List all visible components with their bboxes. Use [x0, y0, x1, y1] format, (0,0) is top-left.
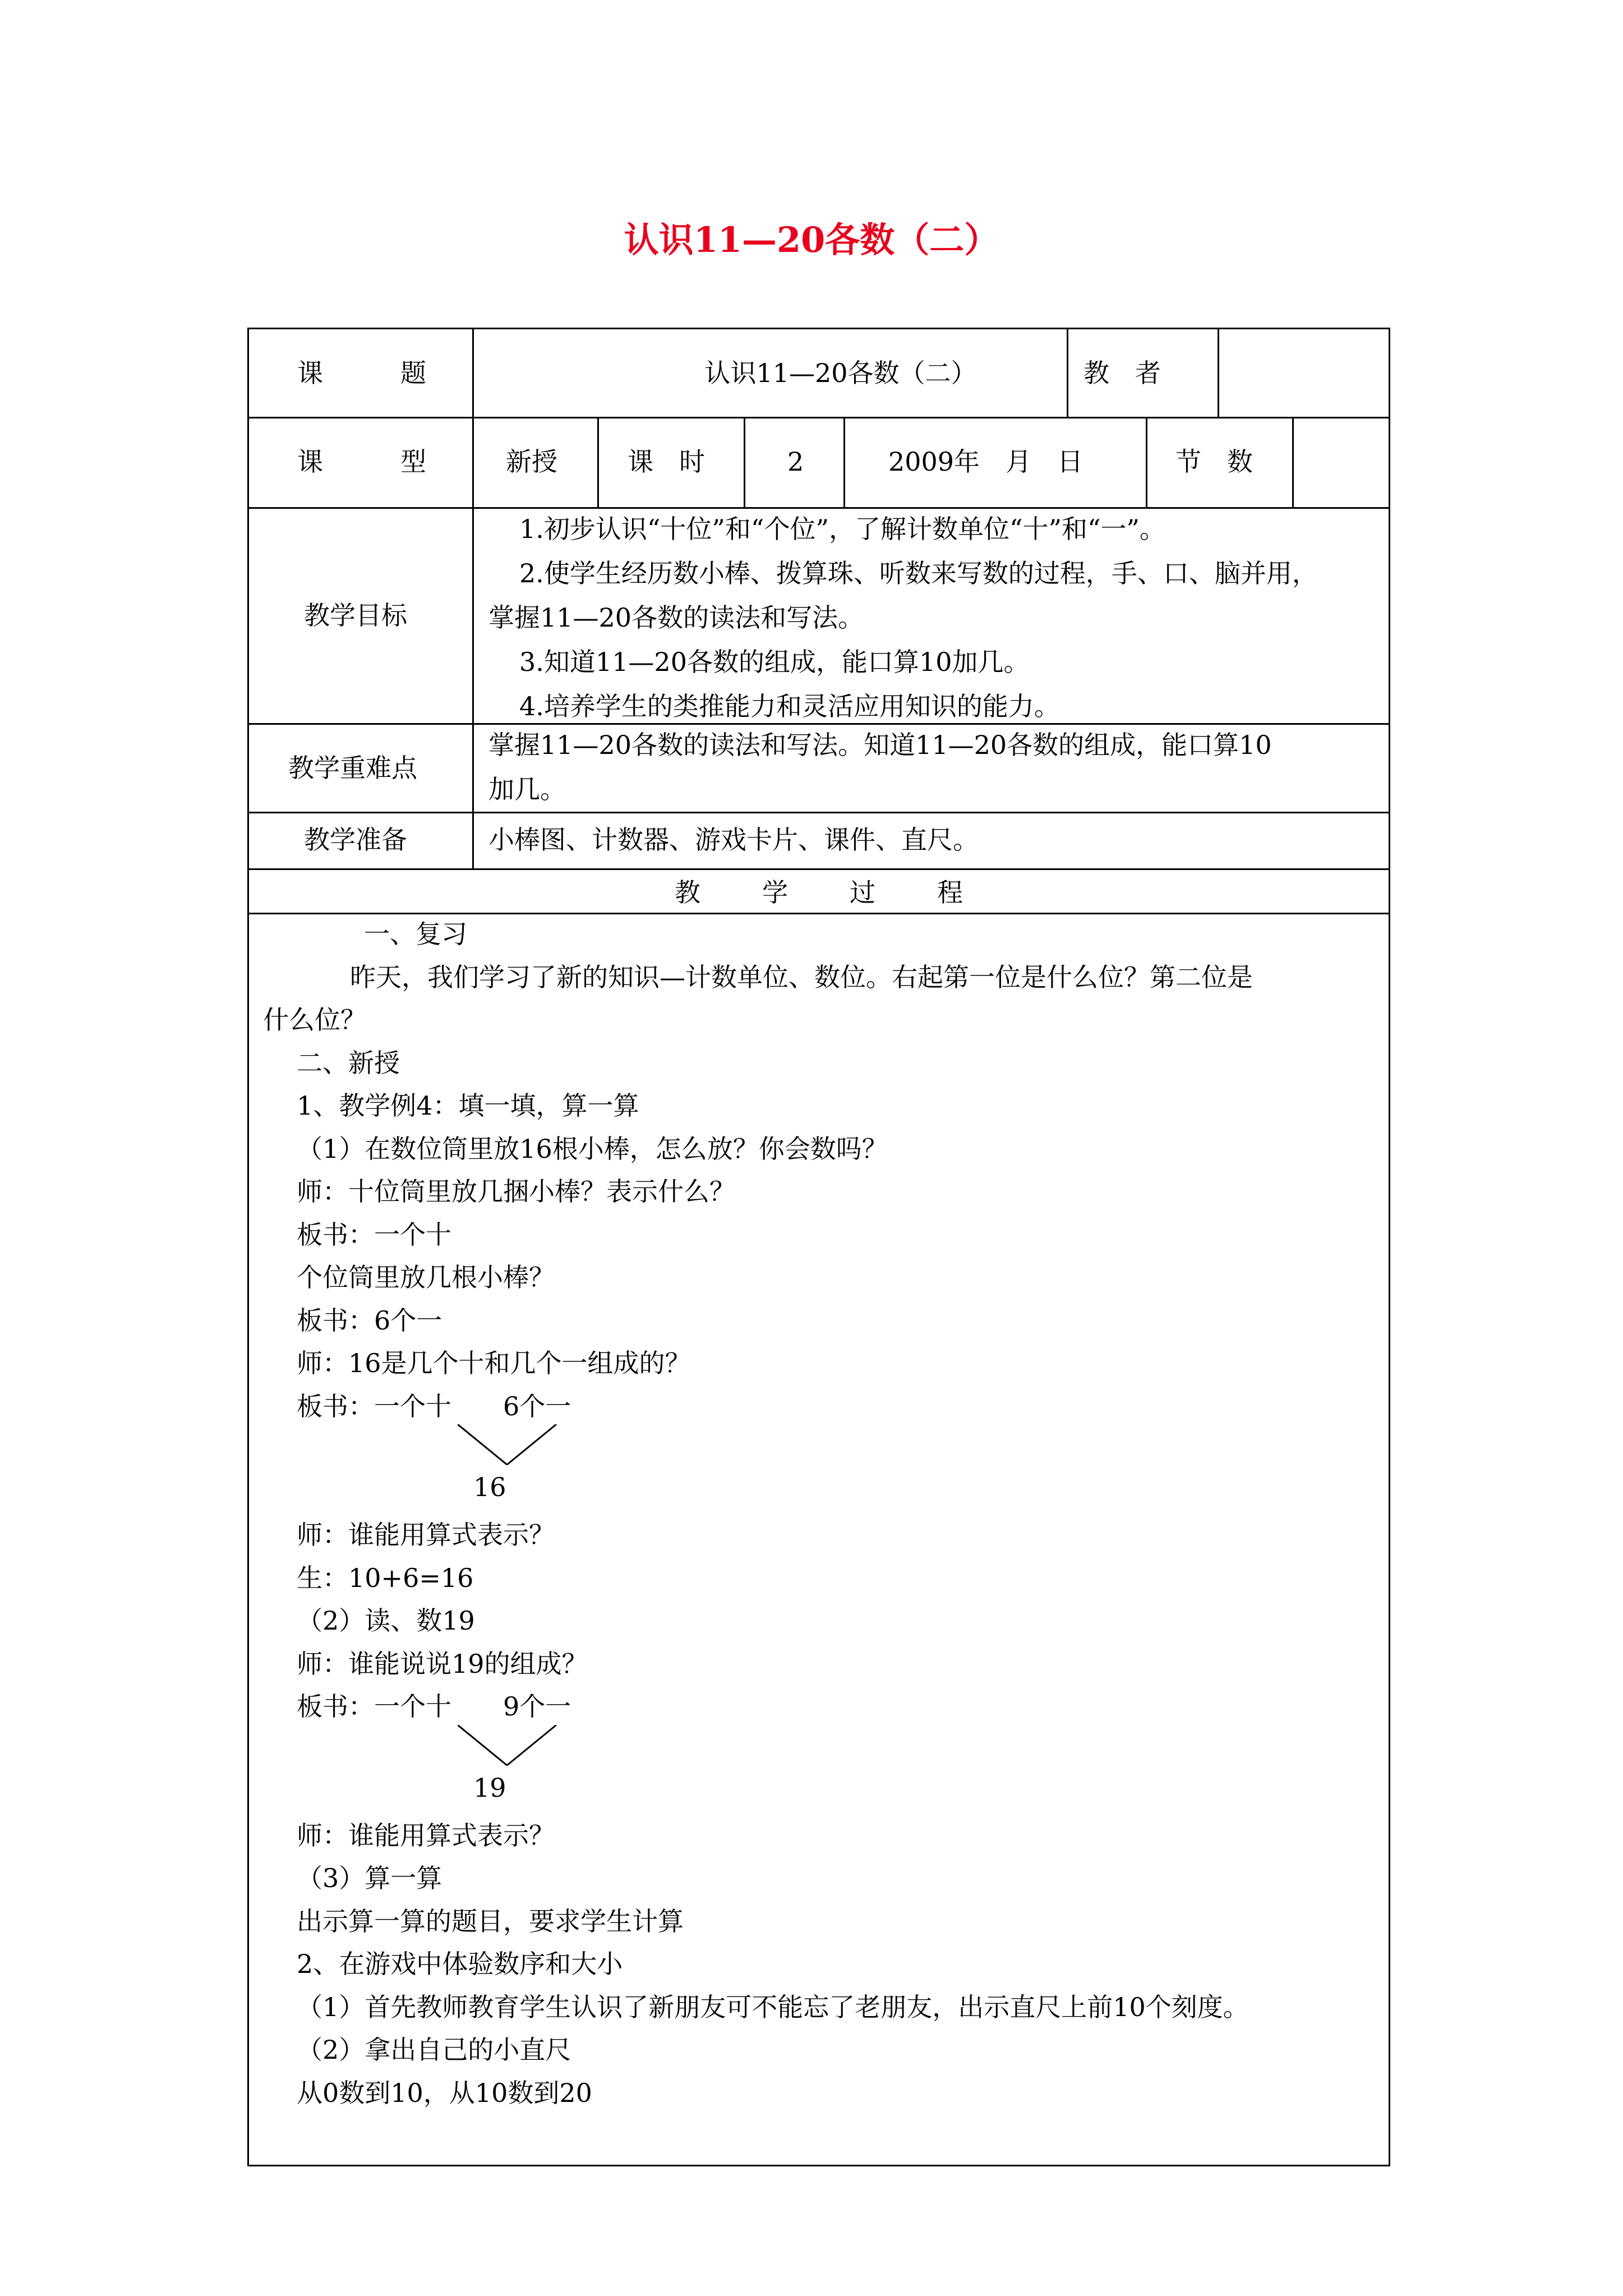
process-line: 出示算一算的题目，要求学生计算: [297, 1906, 684, 1936]
process-line: （2）拿出自己的小直尺: [297, 2035, 571, 2065]
process-line: 板书：一个十: [297, 1219, 451, 1250]
table-rule: [249, 417, 1389, 418]
process-line: 昨天，我们学习了新的知识—计数单位、数位。右起第一位是什么位？第二位是: [350, 961, 1253, 992]
composition-diagram-19: [263, 1728, 1382, 1814]
process-line: 个位筒里放几根小棒？: [297, 1262, 555, 1292]
section-label: 节 数: [1175, 447, 1253, 477]
table-rule: [1067, 329, 1068, 417]
preparation-label: 教学准备: [304, 825, 407, 855]
process-line: 师：谁能用算式表示？: [297, 1820, 555, 1851]
goals-label: 教学目标: [304, 600, 407, 631]
table-rule: [249, 812, 1389, 813]
composition-lines: [458, 1725, 559, 1770]
table-rule: [1292, 417, 1294, 507]
process-line: 什么位？: [263, 1005, 366, 1035]
step-heading: 1、教学例4：填一填，算一算: [297, 1091, 639, 1121]
process-line: 师：谁能说说19的组成？: [297, 1648, 588, 1679]
type-value: 新授: [506, 447, 557, 477]
topic-value: 认识11—20各数（二）: [704, 358, 977, 388]
new-heading: 二、新授: [297, 1047, 400, 1078]
composition-diagram-16: [263, 1428, 1382, 1513]
table-rule: [1146, 417, 1147, 507]
goal-line: 2.使学生经历数小棒、拨算珠、听数来写数的过程，手、口、脑并用，: [519, 558, 1318, 588]
table-rule: [744, 417, 745, 507]
document-title: 认识11—20各数（二）: [624, 219, 999, 260]
topic-label: 课 题: [297, 358, 426, 388]
keypoints-content: [488, 723, 1380, 812]
lesson-plan-table: [247, 328, 1390, 2166]
process-line: 师：十位筒里放几捆小棒？表示什么？: [297, 1176, 735, 1207]
teaching-process: [263, 913, 1382, 2114]
process-line: 板书：6个一: [297, 1305, 442, 1336]
goal-line: 1.初步认识“十位”和“个位”，了解计数单位“十”和“一”。: [519, 514, 1166, 544]
keypoint-line: 掌握11—20各数的读法和写法。知道11—20各数的组成，能口算10: [488, 730, 1272, 760]
goal-line: 4.培养学生的类推能力和灵活应用知识的能力。: [519, 691, 1060, 721]
period-value: 2: [787, 447, 804, 477]
teacher-label: 教 者: [1083, 358, 1161, 388]
process-header-char: 学: [762, 877, 788, 908]
process-header: [249, 868, 1389, 913]
composition-result: 19: [473, 1772, 506, 1803]
composition-lines: [458, 1424, 559, 1469]
process-line: 师：谁能用算式表示？: [297, 1520, 555, 1550]
process-line: （1）首先教师教育学生认识了新朋友可不能忘了老朋友，出示直尺上前10个刻度。: [297, 1991, 1249, 2022]
process-line: 板书：一个十 9个一: [297, 1691, 571, 1722]
table-rule: [1218, 329, 1219, 417]
process-line: 板书：一个十 6个一: [297, 1391, 571, 1421]
goals-content: [488, 507, 1380, 729]
process-line: （3）算一算: [297, 1863, 442, 1893]
process-line: （2）读、数19: [297, 1605, 475, 1636]
period-label: 课 时: [628, 447, 705, 477]
type-label: 课 型: [297, 447, 426, 477]
table-rule: [843, 417, 845, 507]
process-line: 生：10+6=16: [297, 1562, 474, 1593]
review-heading: 一、复习: [364, 919, 467, 949]
process-line: 师：16是几个十和几个一组成的？: [297, 1348, 691, 1378]
keypoints-label: 教学重难点: [288, 753, 417, 783]
date-value: 2009年 月 日: [888, 447, 1083, 477]
process-header-char: 过: [850, 877, 875, 908]
process-line: 从0数到10，从10数到20: [297, 2077, 592, 2108]
table-rule: [597, 417, 599, 507]
composition-result: 16: [473, 1472, 506, 1502]
keypoint-line: 加几。: [488, 774, 566, 804]
process-header-char: 教: [675, 877, 700, 908]
goal-line: 3.知道11—20各数的组成，能口算10加几。: [519, 647, 1030, 677]
process-line: （1）在数位筒里放16根小棒，怎么放？你会数吗？: [297, 1133, 888, 1164]
table-rule: [472, 329, 474, 868]
process-header-char: 程: [937, 877, 963, 908]
step-heading: 2、在游戏中体验数序和大小: [297, 1949, 623, 1979]
goal-line: 掌握11—20各数的读法和写法。: [488, 602, 864, 633]
preparation-value: 小棒图、计数器、游戏卡片、课件、直尺。: [488, 825, 979, 855]
